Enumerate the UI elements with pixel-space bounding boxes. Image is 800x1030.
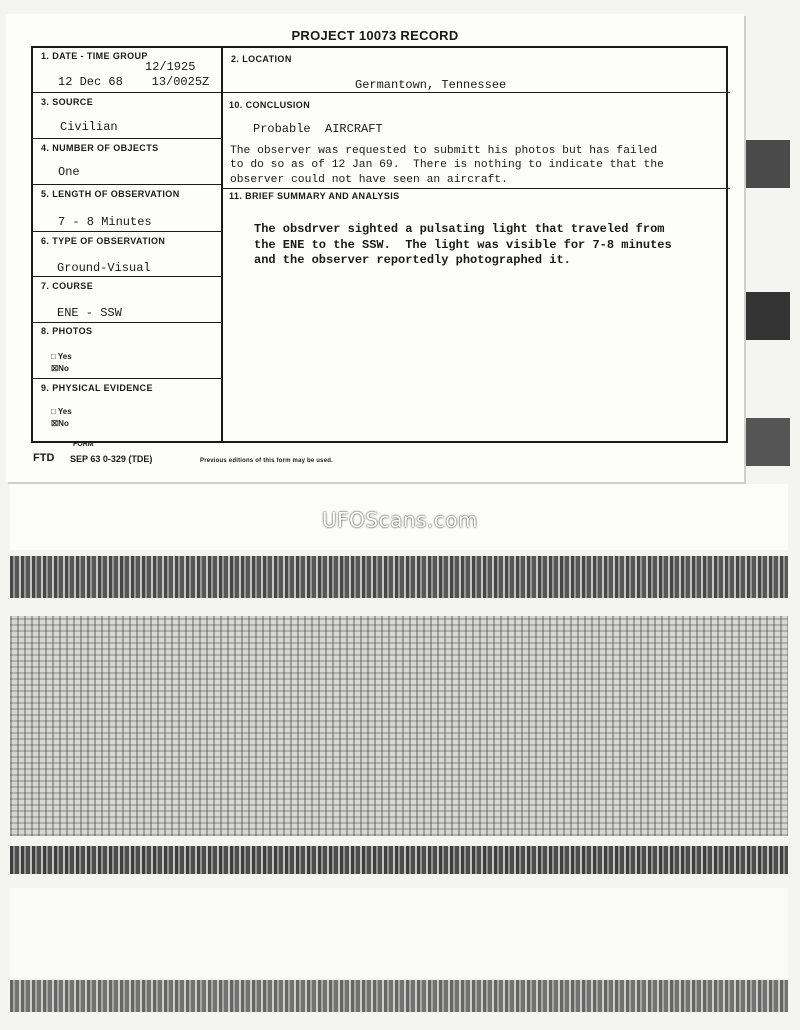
source-label: 3. SOURCE <box>41 97 94 107</box>
scan-strip <box>10 980 788 1012</box>
ftd-label: FTD <box>33 452 55 464</box>
scan-artifact <box>746 292 790 340</box>
number-of-objects-value: One <box>58 165 80 179</box>
row-divider <box>33 231 221 232</box>
course-label: 7. COURSE <box>41 281 94 291</box>
course-value: ENE - SSW <box>57 306 122 320</box>
conclusion-note-1: The observer was requested to submitt his photos but has failed <box>230 145 658 157</box>
row-divider <box>221 188 730 189</box>
type-of-observation-label: 6. TYPE OF OBSERVATION <box>41 236 166 246</box>
conclusion-value: Probable AIRCRAFT <box>253 122 383 136</box>
summary-label: 11. BRIEF SUMMARY AND ANALYSIS <box>229 191 400 201</box>
scan-strip <box>10 616 788 836</box>
length-of-observation-label: 5. LENGTH OF OBSERVATION <box>41 189 180 199</box>
row-divider <box>33 322 221 323</box>
row-divider <box>33 138 221 139</box>
photos-yes-checkbox: □ Yes <box>51 352 72 361</box>
photos-no-checkbox: ☒No <box>51 364 69 373</box>
type-of-observation-value: Ground-Visual <box>57 261 151 275</box>
date-time-line1: 12/1925 <box>145 60 196 74</box>
previous-editions-note: Previous editions of this form may be used. <box>200 458 333 464</box>
date-time-line2: 12 Dec 68 13/0025Z <box>58 75 210 89</box>
row-divider <box>33 92 221 93</box>
record-form <box>31 46 728 443</box>
row-divider <box>33 378 221 379</box>
scan-strip <box>10 846 788 874</box>
scan-strip <box>10 556 788 598</box>
record-title: PROJECT 10073 RECORD <box>291 28 459 43</box>
conclusion-note-2: to do so as of 12 Jan 69. There is nothing to indicate that the <box>230 159 664 171</box>
scan-strip <box>10 888 788 978</box>
summary-line-3: and the observer reportedly photographed it. <box>254 253 571 267</box>
summary-line-2: the ENE to the SSW. The light was visible for 7-8 minutes <box>254 238 672 252</box>
length-of-observation-value: 7 - 8 Minutes <box>58 215 152 229</box>
physical-evidence-yes-checkbox: □ Yes <box>51 407 72 416</box>
row-divider <box>221 92 730 93</box>
watermark: UFOScans.com <box>322 508 478 532</box>
physical-evidence-label: 9. PHYSICAL EVIDENCE <box>41 383 153 393</box>
summary-line-1: The obsdrver sighted a pulsating light that traveled from <box>254 222 665 236</box>
row-divider <box>33 276 221 277</box>
scan-artifact <box>746 418 790 466</box>
number-of-objects-label: 4. NUMBER OF OBJECTS <box>41 143 159 153</box>
photos-label: 8. PHOTOS <box>41 326 93 336</box>
conclusion-note-3: observer could not have seen an aircraft. <box>230 174 508 186</box>
physical-evidence-no-checkbox: ☒No <box>51 419 69 428</box>
conclusion-label: 10. CONCLUSION <box>229 100 311 110</box>
source-value: Civilian <box>60 120 118 134</box>
location-label: 2. LOCATION <box>231 54 292 64</box>
date-time-label: 1. DATE - TIME GROUP <box>41 51 148 61</box>
scan-artifact <box>746 140 790 188</box>
column-divider <box>221 48 223 441</box>
row-divider <box>33 184 221 185</box>
form-word: FORM <box>73 441 94 448</box>
location-value: Germantown, Tennessee <box>355 78 507 92</box>
form-code: SEP 63 0-329 (TDE) <box>70 454 153 464</box>
